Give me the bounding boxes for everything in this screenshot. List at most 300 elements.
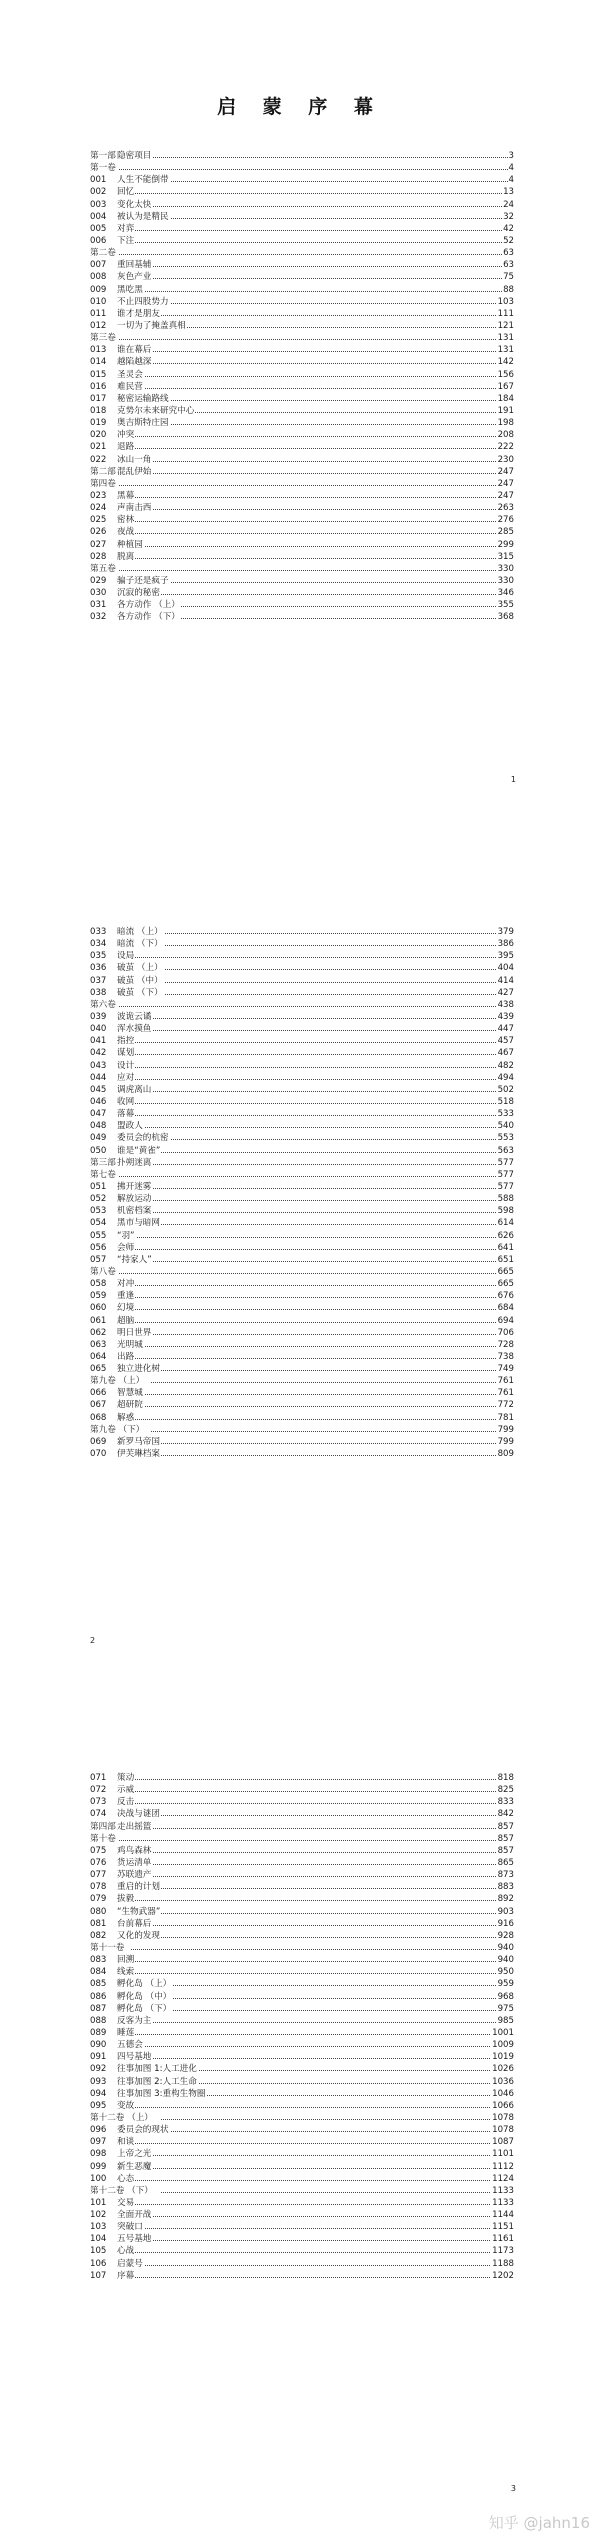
dot-leader <box>90 2204 514 2205</box>
entry-page: 3 <box>508 151 514 161</box>
entry-number: 054 <box>90 1218 107 1229</box>
entry-label <box>90 2161 152 2173</box>
toc-entry <box>90 611 514 623</box>
entry-number: 第八卷 <box>90 1266 116 1277</box>
entry-label <box>90 2197 135 2209</box>
entry-title: 沉寂的秘密 <box>117 588 160 599</box>
dot-leader <box>90 957 514 958</box>
toc-entry <box>90 2100 514 2112</box>
entry-page: 299 <box>497 539 514 550</box>
entry-page: 439 <box>497 1011 514 1022</box>
entry-title: “持家人” <box>117 1254 152 1265</box>
entry-title: 退路 <box>117 442 135 453</box>
entry-page: 684 <box>497 1303 514 1314</box>
toc-entry <box>90 987 514 999</box>
entry-page: 208 <box>497 430 514 441</box>
entry-page: 540 <box>497 1121 514 1132</box>
dot-leader <box>90 473 514 474</box>
dot-leader <box>90 1973 514 1974</box>
entry-title: 走出摇篮 <box>117 1821 152 1832</box>
dot-leader <box>90 509 514 510</box>
entry-title: 对弈 <box>117 223 135 234</box>
entry-number: 024 <box>90 503 107 514</box>
toc-entry <box>90 1132 514 1144</box>
entry-title: 突破口 <box>117 2222 143 2233</box>
dot-leader <box>90 436 514 437</box>
entry-title: 五德会 <box>117 2040 143 2051</box>
entry-label <box>90 1302 135 1314</box>
entry-page: 1151 <box>492 2222 514 2233</box>
entry-label <box>90 150 152 162</box>
entry-page: 665 <box>497 1266 514 1277</box>
entry-label <box>90 1893 135 1905</box>
entry-number: 034 <box>90 939 107 950</box>
entry-label <box>90 1857 152 1869</box>
entry-number: 第四卷 <box>90 478 116 489</box>
toc-entry <box>90 999 514 1011</box>
entry-number: 095 <box>90 2100 107 2111</box>
entry-number: 052 <box>90 1194 107 1205</box>
toc-entry <box>90 2015 514 2027</box>
entry-title: 伊芙琳档案 <box>117 1449 160 1460</box>
entry-label <box>90 1363 161 1375</box>
entry-label <box>90 2100 135 2112</box>
toc-entry <box>90 490 514 502</box>
toc-entry <box>90 1315 514 1327</box>
entry-page: 1026 <box>492 2064 514 2075</box>
entry-title: 谁是“黄雀” <box>117 1145 161 1156</box>
toc-entry <box>90 575 514 587</box>
toc-entry <box>90 1821 514 1833</box>
entry-number: 088 <box>90 2015 107 2026</box>
entry-label <box>90 1339 144 1351</box>
dot-leader <box>90 2022 514 2023</box>
entry-number: 066 <box>90 1388 107 1399</box>
dot-leader <box>90 376 514 377</box>
dot-leader <box>90 1925 514 1926</box>
toc-entry <box>90 1047 514 1059</box>
toc-entry <box>90 1327 514 1339</box>
toc-entry <box>90 271 514 283</box>
entry-number: 010 <box>90 296 107 307</box>
entry-label <box>90 478 118 490</box>
entry-page: 533 <box>497 1109 514 1120</box>
entry-title: 回溯 <box>117 1955 135 1966</box>
entry-title: 和谈 <box>117 2137 135 2148</box>
entry-number: 094 <box>90 2088 107 2099</box>
dot-leader <box>90 1103 514 1104</box>
entry-title: 各方动作 （上） <box>117 600 180 611</box>
entry-title: 苏联遗产 <box>117 1870 152 1881</box>
entry-label <box>90 587 161 599</box>
toc-entry <box>90 1845 514 1857</box>
entry-title: 重逢 <box>117 1291 135 1302</box>
entry-number: 第七卷 <box>90 1169 116 1180</box>
toc-entry <box>90 1966 514 1978</box>
entry-number: 017 <box>90 393 107 404</box>
entry-number: 075 <box>90 1845 107 1856</box>
entry-number: 072 <box>90 1785 107 1796</box>
entry-label <box>90 526 135 538</box>
toc-entry <box>90 1035 514 1047</box>
entry-page: 772 <box>497 1400 514 1411</box>
entry-title: 暗流 （下） <box>117 939 163 950</box>
entry-number: 085 <box>90 1979 107 1990</box>
entry-page: 167 <box>497 381 514 392</box>
entry-label <box>90 539 144 551</box>
toc-entry <box>90 478 514 490</box>
toc-entry <box>90 344 514 356</box>
entry-label <box>90 1327 152 1339</box>
dot-leader <box>90 461 514 462</box>
entry-page: 247 <box>497 478 514 489</box>
toc-entry <box>90 2270 514 2282</box>
entry-number: 063 <box>90 1339 107 1350</box>
entry-title: 破茧 （中） <box>117 975 163 986</box>
entry-label <box>90 2148 152 2160</box>
entry-title: 不止四股势力 <box>117 296 169 307</box>
entry-label <box>90 1821 152 1833</box>
entry-number: 第十二卷 （下） <box>90 2185 153 2196</box>
entry-page: 761 <box>497 1376 514 1387</box>
entry-label <box>90 199 152 211</box>
entry-number: 104 <box>90 2234 107 2245</box>
entry-page: 1161 <box>492 2234 514 2245</box>
toc-entry <box>90 1833 514 1845</box>
entry-title: 难民营 <box>117 381 143 392</box>
toc-entry <box>90 938 514 950</box>
entry-page: 379 <box>497 927 514 937</box>
entry-title: 鸡鸟森林 <box>117 1845 152 1856</box>
entry-title: 往事加图 1:人工进化 <box>117 2064 197 2075</box>
entry-page: 799 <box>497 1424 514 1435</box>
entry-title: 设局 <box>117 951 135 962</box>
entry-page: 247 <box>497 490 514 501</box>
entry-number: 076 <box>90 1857 107 1868</box>
entry-label <box>90 1399 144 1411</box>
dot-leader <box>90 546 514 547</box>
toc-entry <box>90 2185 514 2197</box>
dot-leader <box>90 1358 514 1359</box>
toc-entry <box>90 1991 514 2003</box>
toc-entry <box>90 962 514 974</box>
dot-leader <box>90 1876 514 1877</box>
entry-page: 1188 <box>492 2258 514 2269</box>
entry-number: 022 <box>90 454 107 465</box>
entry-label <box>90 1942 131 1954</box>
entry-label <box>90 975 164 987</box>
entry-number: 068 <box>90 1412 107 1423</box>
entry-title: 脱离 <box>117 551 135 562</box>
entry-title: 明日世界 <box>117 1327 152 1338</box>
entry-number: 084 <box>90 1967 107 1978</box>
entry-title: 反客为主 <box>117 2015 152 2026</box>
entry-page: 32 <box>503 211 514 222</box>
entry-number: 091 <box>90 2052 107 2063</box>
entry-page: 75 <box>503 272 514 283</box>
toc-entry <box>90 1363 514 1375</box>
entry-page: 386 <box>497 939 514 950</box>
entry-label <box>90 2270 135 2282</box>
dot-leader <box>90 206 514 207</box>
toc-entry <box>90 2076 514 2088</box>
entry-label <box>90 1869 152 1881</box>
entry-number: 016 <box>90 381 107 392</box>
entry-page: 315 <box>497 551 514 562</box>
dot-leader <box>90 448 514 449</box>
entry-title: 拔毅 <box>117 1894 135 1905</box>
entry-label <box>90 1290 135 1302</box>
entry-number: 第六卷 <box>90 999 116 1010</box>
entry-title: 拂开迷雾 <box>117 1181 152 1192</box>
toc-entry <box>90 1893 514 1905</box>
toc-entry <box>90 296 514 308</box>
entry-number: 019 <box>90 418 107 429</box>
dot-leader <box>90 351 514 352</box>
entry-number: 032 <box>90 612 107 623</box>
entry-number: 033 <box>90 927 107 937</box>
entry-page: 1046 <box>492 2088 514 2099</box>
entry-page: 1078 <box>492 2112 514 2123</box>
entry-title: 浑水摸鱼 <box>117 1024 152 1035</box>
entry-page: 518 <box>497 1096 514 1107</box>
entry-title: 隐密项目 <box>117 151 152 161</box>
dot-leader <box>90 1852 514 1853</box>
entry-page: 857 <box>497 1833 514 1844</box>
dot-leader <box>90 254 514 255</box>
entry-page: 1133 <box>492 2185 514 2196</box>
dot-leader <box>90 266 514 267</box>
entry-page: 857 <box>497 1845 514 1856</box>
entry-label <box>90 417 170 429</box>
entry-label <box>90 938 164 950</box>
entry-label <box>90 2112 160 2124</box>
toc-entry <box>90 2027 514 2039</box>
dot-leader <box>90 157 514 158</box>
entry-number: 073 <box>90 1797 107 1808</box>
entry-page: 873 <box>497 1870 514 1881</box>
toc-entry <box>90 1906 514 1918</box>
entry-number: 074 <box>90 1809 107 1820</box>
toc-page-1 <box>90 150 514 623</box>
entry-number: 097 <box>90 2137 107 2148</box>
entry-label <box>90 1157 152 1169</box>
entry-label <box>90 2124 170 2136</box>
entry-title: 超脑 <box>117 1315 135 1326</box>
toc-entry <box>90 2148 514 2160</box>
entry-number: 013 <box>90 345 107 356</box>
entry-label <box>90 356 152 368</box>
entry-number: 105 <box>90 2246 107 2257</box>
entry-label <box>90 926 164 938</box>
entry-number: 055 <box>90 1230 107 1241</box>
entry-number: 081 <box>90 1918 107 1929</box>
entry-page: 577 <box>497 1181 514 1192</box>
entry-label <box>90 551 135 563</box>
entry-page: 577 <box>497 1157 514 1168</box>
entry-title: 往事加图 3:重构生物圈 <box>117 2088 206 2099</box>
toc-entry <box>90 441 514 453</box>
entry-label <box>90 2051 152 2063</box>
entry-title: 人生不能倒带 <box>117 175 169 186</box>
entry-number: 005 <box>90 223 107 234</box>
entry-label <box>90 2027 135 2039</box>
dot-leader <box>90 558 514 559</box>
entry-title: 对冲 <box>117 1279 135 1290</box>
entry-page: 614 <box>497 1218 514 1229</box>
entry-title: 启蒙号 <box>117 2258 143 2269</box>
toc-entry <box>90 356 514 368</box>
toc-entry <box>90 211 514 223</box>
entry-page: 563 <box>497 1145 514 1156</box>
page-number-2: 2 <box>90 1636 96 1645</box>
entry-number: 087 <box>90 2003 107 2014</box>
toc-entry <box>90 2088 514 2100</box>
entry-label <box>90 1084 152 1096</box>
toc-entry <box>90 2124 514 2136</box>
entry-label <box>90 1011 152 1023</box>
entry-page: 88 <box>503 284 514 295</box>
toc-entry <box>90 502 514 514</box>
entry-label <box>90 2173 135 2185</box>
entry-number: 062 <box>90 1327 107 1338</box>
dot-leader <box>90 242 514 243</box>
toc-entry <box>90 1193 514 1205</box>
entry-label <box>90 174 170 186</box>
dot-leader <box>90 1212 514 1213</box>
entry-title: 收网 <box>117 1096 135 1107</box>
dot-leader <box>90 1949 514 1950</box>
dot-leader <box>90 485 514 486</box>
entry-number: 098 <box>90 2149 107 2160</box>
dot-leader <box>90 291 514 292</box>
entry-page: 1202 <box>492 2270 514 2281</box>
toc-entry <box>90 2221 514 2233</box>
entry-title: 声南击西 <box>117 503 152 514</box>
entry-page: 330 <box>497 563 514 574</box>
dot-leader <box>90 1382 514 1383</box>
toc-entry <box>90 599 514 611</box>
dot-leader <box>90 1091 514 1092</box>
entry-label <box>90 1930 161 1942</box>
toc-entry <box>90 1448 514 1460</box>
entry-page: 263 <box>497 503 514 514</box>
entry-page: 447 <box>497 1024 514 1035</box>
entry-number: 第十卷 <box>90 1833 116 1844</box>
entry-page: 1001 <box>492 2027 514 2038</box>
entry-label <box>90 514 135 526</box>
entry-number: 第三部 <box>90 1157 116 1168</box>
dot-leader <box>90 1200 514 1201</box>
entry-number: 023 <box>90 490 107 501</box>
entry-page: 1009 <box>492 2040 514 2051</box>
entry-page: 1133 <box>492 2197 514 2208</box>
entry-number: 第一卷 <box>90 163 116 174</box>
entry-number: 106 <box>90 2258 107 2269</box>
entry-title: 又化的发现 <box>117 1930 160 1941</box>
entry-title: 上帝之光 <box>117 2149 152 2160</box>
entry-number: 058 <box>90 1279 107 1290</box>
toc-entry <box>90 308 514 320</box>
toc-page-2 <box>90 926 514 1460</box>
entry-label <box>90 950 135 962</box>
entry-title: 货运清单 <box>117 1857 152 1868</box>
entry-page: 694 <box>497 1315 514 1326</box>
entry-number: 061 <box>90 1315 107 1326</box>
entry-page: 131 <box>497 345 514 356</box>
toc-entry <box>90 186 514 198</box>
dot-leader <box>90 1006 514 1007</box>
entry-page: 728 <box>497 1339 514 1350</box>
entry-page: 63 <box>503 248 514 259</box>
entry-number: 043 <box>90 1060 107 1071</box>
entry-label <box>90 1169 118 1181</box>
entry-number: 065 <box>90 1364 107 1375</box>
entry-number: 第九卷 （上） <box>90 1376 145 1387</box>
toc-entry <box>90 1145 514 1157</box>
dot-leader <box>90 169 514 170</box>
entry-page: 588 <box>497 1194 514 1205</box>
entry-label <box>90 2233 152 2245</box>
dot-leader <box>90 2277 514 2278</box>
entry-title: 骗子还是疯子 <box>117 575 169 586</box>
entry-page: 641 <box>497 1242 514 1253</box>
toc-entry <box>90 539 514 551</box>
toc-entry <box>90 2063 514 2075</box>
entry-title: “生物武器” <box>117 1906 161 1917</box>
entry-number: 082 <box>90 1930 107 1941</box>
dot-leader <box>90 2046 514 2047</box>
entry-number: 046 <box>90 1096 107 1107</box>
entry-page: 833 <box>497 1797 514 1808</box>
toc-entry <box>90 1302 514 1314</box>
dot-leader <box>90 2228 514 2229</box>
entry-page: 818 <box>497 1773 514 1783</box>
entry-title: 种植园 <box>117 539 143 550</box>
toc-entry <box>90 1784 514 1796</box>
entry-title: 独立进化树 <box>117 1364 160 1375</box>
entry-label <box>90 1436 161 1448</box>
entry-label <box>90 2245 135 2257</box>
entry-title: 会师 <box>117 1242 135 1253</box>
entry-title: 波诡云谲 <box>117 1011 152 1022</box>
entry-label <box>90 1412 135 1424</box>
toc-entry <box>90 223 514 235</box>
entry-page: 1173 <box>492 2246 514 2257</box>
entry-title: 新生恶魔 <box>117 2161 152 2172</box>
entry-page: 13 <box>503 187 514 198</box>
entry-label <box>90 1906 161 1918</box>
entry-title: 策动 <box>117 1773 135 1783</box>
entry-number: 第二卷 <box>90 248 116 259</box>
entry-title: 下注 <box>117 235 135 246</box>
entry-title: 变故 <box>117 2100 135 2111</box>
dot-leader <box>90 2155 514 2156</box>
entry-title: 台前幕后 <box>117 1918 152 1929</box>
entry-title: 孵化岛 （上） <box>117 1979 172 1990</box>
toc-entry <box>90 2039 514 2051</box>
toc-entry <box>90 1023 514 1035</box>
dot-leader <box>90 2265 514 2266</box>
entry-number: 第十一卷 <box>90 1942 125 1953</box>
document-title: 启 蒙 序 幕 <box>217 96 383 118</box>
entry-label <box>90 1918 152 1930</box>
entry-label <box>90 1205 152 1217</box>
entry-title: 孵化岛 （下） <box>117 2003 172 2014</box>
entry-number: 064 <box>90 1351 107 1362</box>
entry-title: 灰色产业 <box>117 272 152 283</box>
dot-leader <box>90 1164 514 1165</box>
